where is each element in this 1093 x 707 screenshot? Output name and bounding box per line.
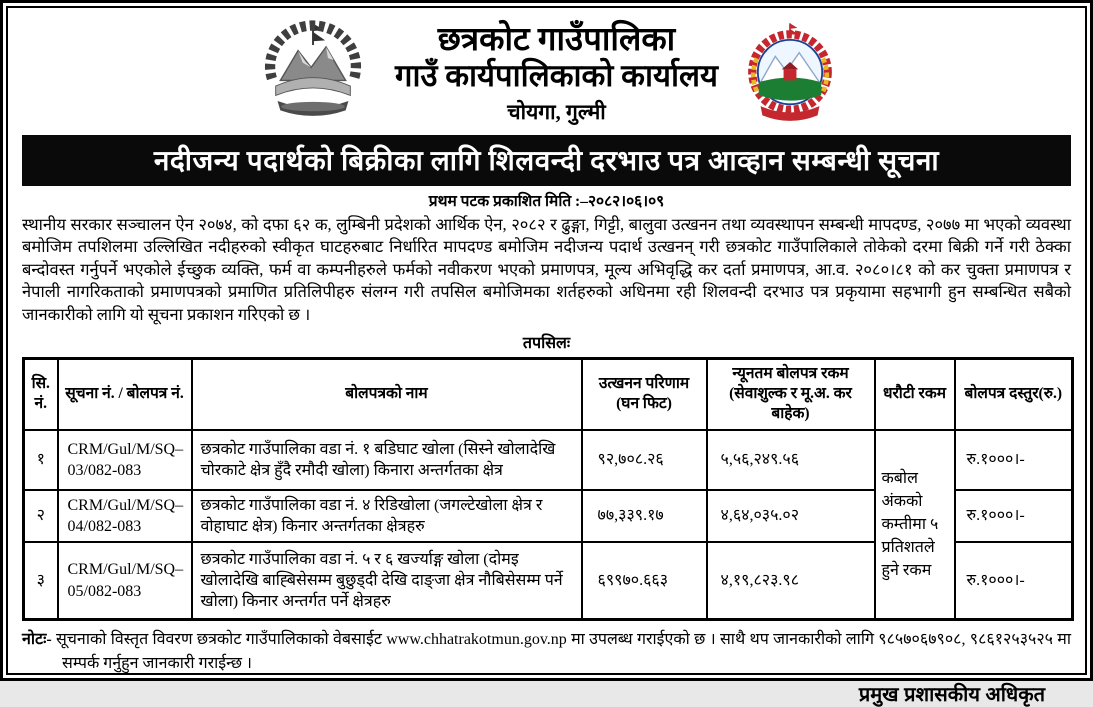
notice-title-banner: नदीजन्य पदार्थको बिक्रीका लागि शिलवन्दी दरभाउ पत्र आव्हान सम्बन्धी सूचना bbox=[22, 135, 1071, 186]
row-name: छत्रकोट गाउँपालिका वडा नं. १ बडिघाट खोला (सिस्ने खोलादेखि चोरकाटे क्षेत्र हुँदै रमौदी खोला) किनारा अन्तर्गतका क्षेत्र bbox=[192, 430, 582, 490]
website-url: www.chhatrakotmun.gov.np bbox=[386, 631, 567, 649]
row-name: छत्रकोट गाउँपालिका वडा नं. ५ र ६ खर्ज्याङ्ग खोला (दोमइ खोलादेखि बाह्बिसेसम्म बुछुड्दी देखि दाङ्जा क्षेत्र नौबिसेसम्म पर्ने खोला) किनार अन्तर्गत पर्ने क्षेत्रहरु bbox=[192, 542, 582, 620]
row-notice-no: CRM/Gul/M/SQ–05/082-083 bbox=[58, 542, 192, 620]
header-deposit: धरौटी रकम bbox=[875, 359, 955, 430]
header-min-bid: न्यूनतम बोलपत्र रकम (सेवाशुल्क र मू.अ. कर बाहेक) bbox=[707, 359, 875, 430]
row-fee: रु.१०००।- bbox=[955, 490, 1073, 542]
signature-title: प्रमुख प्रशासकीय अधिकृत bbox=[858, 683, 1045, 706]
row-min-bid: ५,५६,२४९.५६ bbox=[707, 430, 875, 490]
notice-inner-frame bbox=[6, 6, 1087, 706]
office-location: चोयगा, गुल्मी bbox=[507, 99, 606, 124]
deposit-merged-cell: कबोल अंकको कम्तीमा ५ प्रतिशतले हुने रकम bbox=[875, 430, 955, 620]
notice-body-paragraph: स्थानीय सरकार सञ्चालन ऐन २०७४, को दफा ६२ क, लुम्बिनी प्रदेशको आर्थिक ऐन, २०८२ र ढुङ्गा, गिट्टी, बालुवा उत्खनन तथा व्यवस्थापन सम्बन्धी मापदण्ड, २०७७ मा भएको व्यवस्था बमोजिम तपशिलमा उल्लिखित नदीहरुको स्वीकृत घाटहरुबाट निर्धारित मापदण्ड बमोजिम नदीजन्य पदार्थ उत्खनन् गरी छत्रकोट गाउँपालिकाले तोकेको दरमा बिक्री गर्ने गरी ठेक्का बन्दोवस्त गर्नुपर्ने भएकोले ईच्छुक व्यक्ति, फर्म वा कम्पनीहरुले फर्मको नवीकरण भएको प्रमाणपत्र, मूल्य अभिवृद्धि कर दर्ता प्रमाणपत्र, आ.व. २०८०।८१ को कर चुक्ता प्रमाणपत्र र नेपाली नागरिकताको प्रमाणपत्रको प्रमाणित प्रतिलिपीहरु संलग्न गरी तपसिल बमोजिमका शर्तहरुको अधिनमा रही शिलवन्दी दरभाउ पत्र प्रकृयामा सहभागी हुन सम्बन्धित सबैको जानकारीको लागि यो सूचना प्रकाशन गरिएको छ । bbox=[22, 215, 1071, 324]
header-fee: बोलपत्र दस्तुर(रु.) bbox=[955, 359, 1073, 430]
note-text-after-url: मा उपलब्ध गराईएको छ । साथै थप जानकारीको लागि ९८५७०६७९०८, ९८६१२५३५२५ मा सम्पर्क गर्नुहुन जानकारी गराईन्छ । bbox=[62, 631, 1071, 672]
tender-table bbox=[22, 357, 1074, 621]
row-sn: १ bbox=[24, 430, 58, 490]
header-sn: सि. नं. bbox=[24, 359, 58, 430]
row-min-bid: ४,१९,८२३.९८ bbox=[707, 542, 875, 620]
published-date: प्रथम पटक प्रकाशित मिति :–२०८२।०६।०९ bbox=[428, 193, 665, 210]
office-titles bbox=[395, 22, 718, 124]
row-name: छत्रकोट गाउँपालिका वडा नं. ४ रिडिखोला (जगल्टेखोला क्षेत्र र वोहाघाट क्षेत्र) किनार अन्तर्गतका क्षेत्रहरु bbox=[192, 490, 582, 542]
table-header-row bbox=[24, 359, 1073, 430]
header-notice-no: सूचना नं. / बोलपत्र नं. bbox=[58, 359, 192, 430]
row-quantity: ६९९७०.६६३ bbox=[582, 542, 707, 620]
municipality-seal-icon bbox=[744, 21, 836, 125]
row-quantity: ७७,३३९.१७ bbox=[582, 490, 707, 542]
row-fee: रु.१०००।- bbox=[955, 430, 1073, 490]
footer-note bbox=[22, 628, 1071, 674]
municipality-title: छत्रकोट गाउँपालिका bbox=[437, 21, 676, 58]
header-name: बोलपत्रको नाम bbox=[192, 359, 582, 430]
row-fee: रु.१०००।- bbox=[955, 542, 1073, 620]
row-sn: २ bbox=[24, 490, 58, 542]
office-title: गाउँ कार्यपालिकाको कार्यालय bbox=[395, 57, 718, 93]
row-quantity: ९२,७०८.२६ bbox=[582, 430, 707, 490]
nepal-coat-of-arms-icon bbox=[257, 19, 369, 127]
note-text-before-url: सूचनाको विस्तृत विवरण छत्रकोट गाउँपालिकाको वेबसाईट bbox=[51, 631, 387, 649]
masthead bbox=[22, 8, 1071, 130]
header-quantity: उत्खनन परिणाम (घन फिट) bbox=[582, 359, 707, 430]
table-row bbox=[24, 430, 1073, 490]
row-min-bid: ४,६४,०३५.०२ bbox=[707, 490, 875, 542]
note-label: नोटः- bbox=[22, 631, 52, 649]
row-sn: ३ bbox=[24, 542, 58, 620]
table-section-title: तपसिलः bbox=[522, 335, 571, 353]
row-notice-no: CRM/Gul/M/SQ–03/082-083 bbox=[58, 430, 192, 490]
row-notice-no: CRM/Gul/M/SQ–04/082-083 bbox=[58, 490, 192, 542]
